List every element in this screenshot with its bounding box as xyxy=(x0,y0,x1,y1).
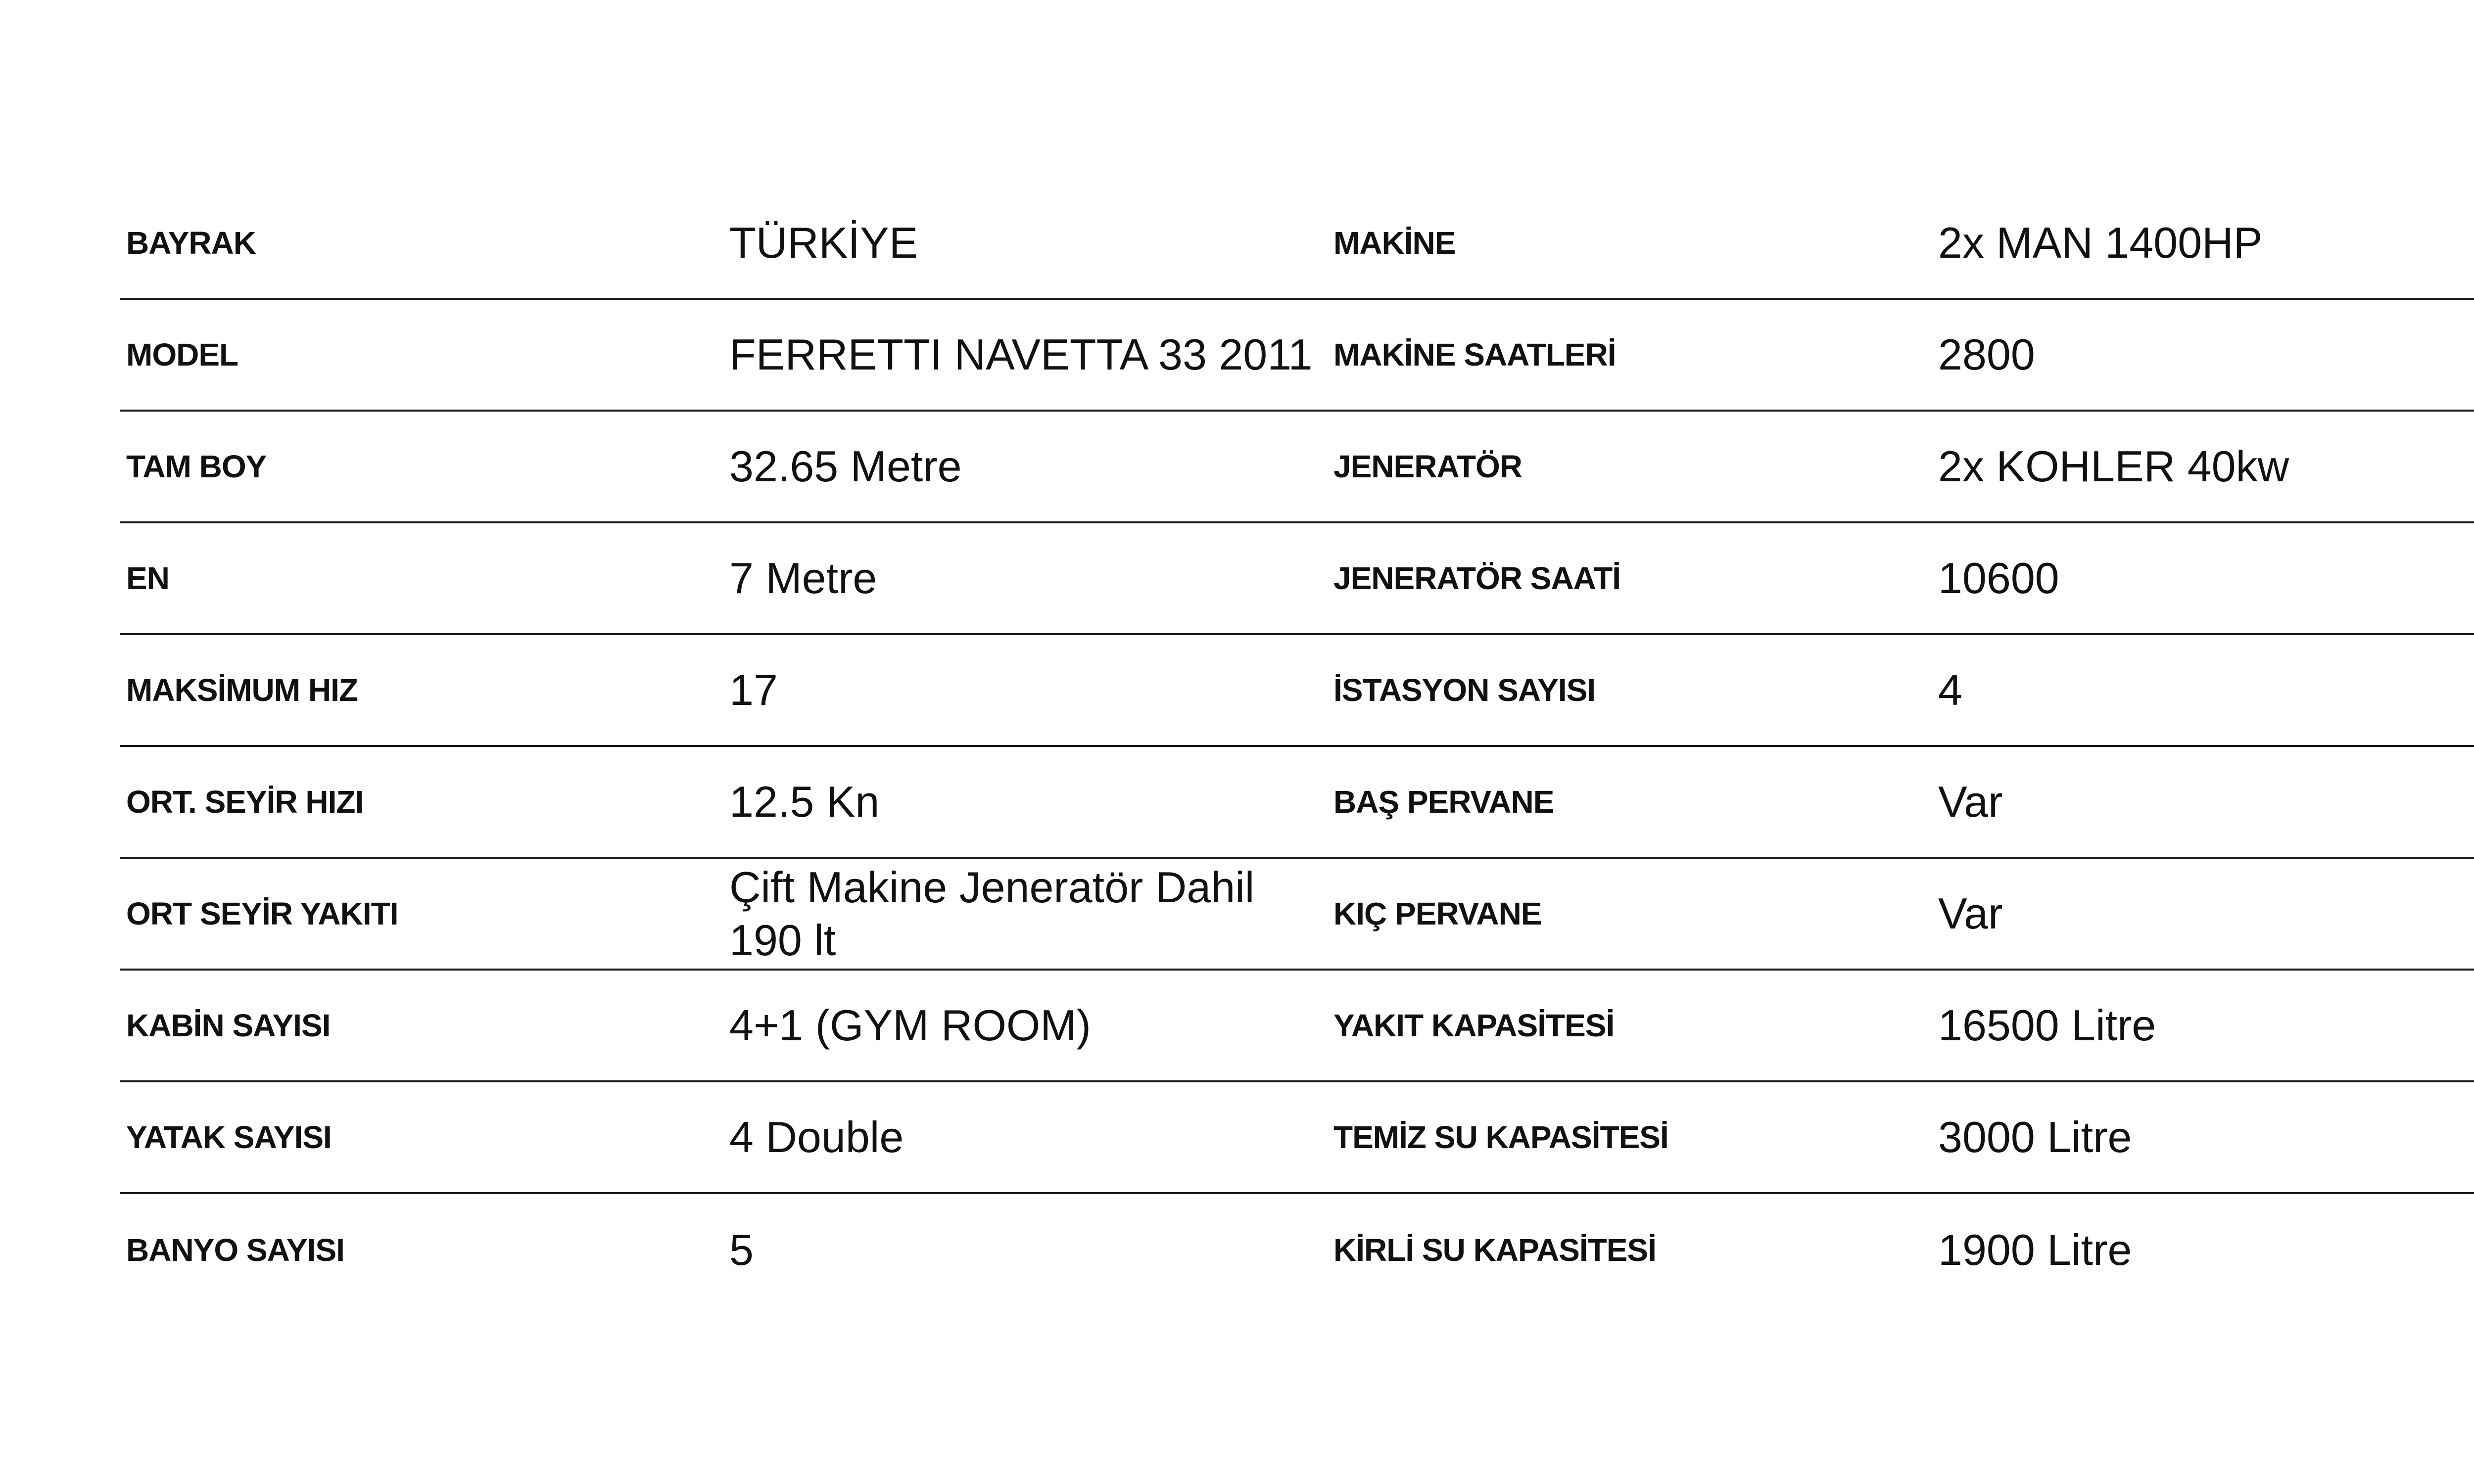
spec-row-length xyxy=(120,412,2474,523)
spec-row-max-speed xyxy=(120,635,2474,747)
spec-label: JENERATÖR SAATİ xyxy=(1333,560,1620,596)
spec-value: 10600 xyxy=(1938,554,2059,603)
spec-label: MODEL xyxy=(126,337,238,372)
spec-value: 2x MAN 1400HP xyxy=(1938,218,2263,268)
spec-value: 2x KOHLER 40kw xyxy=(1938,442,2289,491)
spec-row-cruise-fuel xyxy=(120,859,2474,971)
spec-value: FERRETTI NAVETTA 33 2011 xyxy=(729,330,1313,379)
spec-row-model xyxy=(120,300,2474,412)
spec-value: 1900 Litre xyxy=(1938,1225,2132,1275)
spec-label: YAKIT KAPASİTESİ xyxy=(1333,1008,1615,1043)
spec-label: KİRLİ SU KAPASİTESİ xyxy=(1333,1232,1656,1268)
spec-label: TAM BOY xyxy=(126,449,267,484)
spec-value: TÜRKİYE xyxy=(729,218,918,268)
spec-row-cruise-speed xyxy=(120,747,2474,859)
spec-value: 12.5 Kn xyxy=(729,777,880,827)
spec-row-flag xyxy=(120,188,2474,300)
spec-label: MAKİNE xyxy=(1333,225,1456,261)
spec-label: İSTASYON SAYISI xyxy=(1333,672,1596,708)
spec-value-line: Çift Makine Jeneratör Dahil xyxy=(729,862,1255,912)
spec-value: 4 xyxy=(1938,665,1962,715)
spec-label: ORT. SEYİR HIZI xyxy=(126,784,364,820)
spec-value: 5 xyxy=(729,1225,754,1275)
spec-row-beds xyxy=(120,1082,2474,1194)
spec-label: BAŞ PERVANE xyxy=(1333,784,1554,820)
spec-value: 7 Metre xyxy=(729,554,877,603)
spec-label: BAYRAK xyxy=(126,225,256,261)
spec-label: MAKSİMUM HIZ xyxy=(126,672,358,708)
spec-row-beam xyxy=(120,523,2474,635)
spec-label: KIÇ PERVANE xyxy=(1333,896,1542,931)
spec-table xyxy=(120,188,2474,1306)
spec-value: 4 Double xyxy=(729,1113,904,1162)
spec-value: 2800 xyxy=(1938,330,2035,379)
spec-label: ORT SEYİR YAKITI xyxy=(126,896,398,931)
spec-value: 17 xyxy=(729,665,778,715)
spec-value: 4+1 (GYM ROOM) xyxy=(729,1001,1091,1050)
spec-value: 32.65 Metre xyxy=(729,442,962,491)
spec-value: Var xyxy=(1938,889,2003,938)
spec-label: TEMİZ SU KAPASİTESİ xyxy=(1333,1119,1668,1155)
spec-value-line: 190 lt xyxy=(729,916,836,965)
spec-value: 16500 Litre xyxy=(1938,1001,2156,1050)
spec-label: EN xyxy=(126,560,169,596)
spec-label: BANYO SAYISI xyxy=(126,1232,344,1268)
spec-row-bathrooms xyxy=(120,1194,2474,1306)
spec-label: YATAK SAYISI xyxy=(126,1119,332,1155)
spec-row-cabins xyxy=(120,971,2474,1082)
spec-label: KABİN SAYISI xyxy=(126,1008,331,1043)
spec-label: JENERATÖR xyxy=(1333,449,1522,484)
spec-value: Var xyxy=(1938,777,2003,827)
spec-label: MAKİNE SAATLERİ xyxy=(1333,337,1616,372)
spec-value: 3000 Litre xyxy=(1938,1113,2132,1162)
